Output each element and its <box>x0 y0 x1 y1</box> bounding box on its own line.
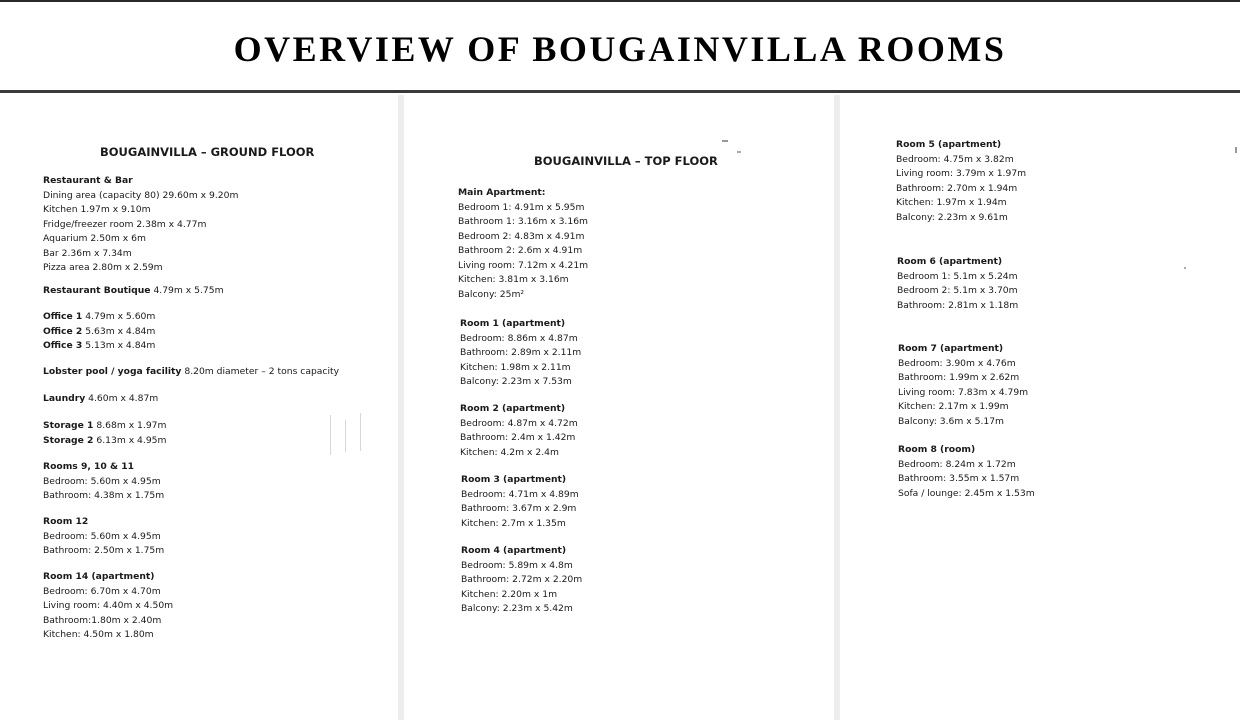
dimension-line: Kitchen: 1.97m x 1.94m <box>896 197 1007 208</box>
laundry-section <box>43 392 158 407</box>
top-floor-page <box>404 95 834 720</box>
dimension-line: Bedroom: 4.87m x 4.72m <box>460 417 578 429</box>
rooms-9-10-11-section <box>43 460 164 504</box>
dimension-line: Balcony: 3.6m x 5.17m <box>898 415 1005 427</box>
section-heading: Room 2 (apartment) <box>460 403 566 414</box>
dimension-line: Balcony: 2.23m x 5.42m <box>461 603 573 614</box>
scan-mark <box>1235 147 1237 153</box>
dimension-line: Bathroom:1.80m x 2.40m <box>43 614 162 626</box>
dimension-line: Kitchen: 2.20m x 1m <box>461 588 558 600</box>
scan-mark <box>737 151 741 153</box>
dimension-line: Bathroom: 3.55m x 1.57m <box>898 473 1020 484</box>
lobster-pool-section <box>43 365 339 380</box>
scan-mark <box>360 413 361 451</box>
dimension-line: Bedroom 1: 4.91m x 5.95m <box>458 201 585 213</box>
dimension-line: Balcony: 2.23m x 7.53m <box>460 376 572 387</box>
dimension-line: Kitchen: 4.2m x 2.4m <box>460 446 559 458</box>
dimension-line: Kitchen: 3.81m x 3.16m <box>458 274 569 285</box>
dimension-line: Bedroom: 3.90m x 4.76m <box>898 357 1016 369</box>
section-heading: Rooms 9, 10 & 11 <box>43 461 135 472</box>
office-label: Office 3 <box>43 340 83 351</box>
room-14-section <box>43 570 173 643</box>
dimension-line: Kitchen: 2.7m x 1.35m <box>461 517 566 529</box>
room-2-section <box>460 402 578 460</box>
room-4-section <box>461 544 582 617</box>
dimension-line: Bathroom 2: 2.6m x 4.91m <box>458 245 583 256</box>
dimension-line: Bathroom: 1.99m x 2.62m <box>898 372 1020 383</box>
top-floor-title: BOUGAINVILLA – TOP FLOOR <box>534 154 718 168</box>
storage-label: Storage 2 <box>43 434 94 446</box>
dimension-line: Balcony: 2.23m x 9.61m <box>896 211 1008 223</box>
scan-mark <box>1184 267 1186 269</box>
dimension-line: Kitchen: 2.17m x 1.99m <box>898 401 1009 412</box>
scan-mark <box>330 415 331 455</box>
room-8-section <box>898 443 1035 501</box>
dimension-line: Living room: 4.40m x 4.50m <box>43 600 174 611</box>
dimension-line: Living room: 7.12m x 4.21m <box>458 259 589 271</box>
room-6-section <box>897 255 1018 313</box>
dimension-line: Bathroom: 2.70m x 1.94m <box>896 182 1018 194</box>
dimension-line: Kitchen 1.97m x 9.10m <box>43 204 151 215</box>
section-heading: Room 7 (apartment) <box>898 343 1004 354</box>
scan-mark <box>345 420 346 452</box>
dimension-line: Bathroom: 2.72m x 2.20m <box>461 574 583 585</box>
dimension-line: Living room: 3.79m x 1.97m <box>896 168 1027 179</box>
boutique-section <box>43 284 224 299</box>
dimension-value: 8.68m x 1.97m <box>96 420 167 431</box>
dimension-line: Bedroom: 4.71m x 4.89m <box>461 488 579 500</box>
section-heading: Room 1 (apartment) <box>460 318 566 329</box>
dimension-line: Balcony: 25m² <box>458 288 525 300</box>
dimension-line: Living room: 7.83m x 4.79m <box>898 386 1029 398</box>
top-floor-continued-page <box>840 95 1240 720</box>
dimension-line: Bathroom: 2.81m x 1.18m <box>897 299 1019 311</box>
dimension-line: Bedroom: 8.86m x 4.87m <box>460 332 578 344</box>
dimension-line: Kitchen: 1.98m x 2.11m <box>460 361 571 373</box>
dimension-line: Bathroom: 2.89m x 2.11m <box>460 347 582 358</box>
dimension-line: Aquarium 2.50m x 6m <box>43 233 146 244</box>
section-heading: Room 12 <box>43 516 89 527</box>
dimension-value: 4.79m x 5.75m <box>153 285 224 296</box>
dimension-line: Bathroom: 4.38m x 1.75m <box>43 490 165 501</box>
dimension-line: Bathroom: 2.50m x 1.75m <box>43 545 165 556</box>
dimension-line: Bedroom 2: 5.1m x 3.70m <box>897 285 1018 296</box>
storage-label: Storage 1 <box>43 420 94 431</box>
scan-mark <box>722 140 728 142</box>
dimension-line: Bathroom 1: 3.16m x 3.16m <box>458 216 588 227</box>
dimension-line: Kitchen: 4.50m x 1.80m <box>43 629 154 640</box>
office-label: Office 2 <box>43 325 83 337</box>
main-apartment-section <box>458 186 588 302</box>
page-title: OVERVIEW OF BOUGAINVILLA ROOMS <box>233 29 1007 69</box>
dimension-line: Fridge/freezer room 2.38m x 4.77m <box>43 218 207 230</box>
section-heading: Laundry <box>43 393 86 404</box>
dimension-line: Dining area (capacity 80) 29.60m x 9.20m <box>43 189 239 201</box>
dimension-line: Bedroom 2: 4.83m x 4.91m <box>458 230 585 242</box>
dimension-value: 5.13m x 4.84m <box>85 340 156 351</box>
dimension-line: Bedroom: 5.89m x 4.8m <box>461 559 573 571</box>
section-heading: Room 6 (apartment) <box>897 256 1003 267</box>
section-heading: Room 8 (room) <box>898 444 976 455</box>
section-heading: Room 4 (apartment) <box>461 545 567 556</box>
dimension-line: Bedroom: 5.60m x 4.95m <box>43 475 161 487</box>
dimension-value: 6.13m x 4.95m <box>96 434 167 446</box>
section-heading: Restaurant Boutique <box>43 285 151 296</box>
dimension-value: 4.79m x 5.60m <box>85 311 156 322</box>
dimension-line: Bathroom: 2.4m x 1.42m <box>460 432 576 443</box>
offices-section <box>43 310 155 354</box>
room-1-section <box>460 317 581 390</box>
dimension-line: Bedroom: 8.24m x 1.72m <box>898 458 1016 470</box>
ground-floor-page <box>0 95 398 720</box>
dimension-value: 4.60m x 4.87m <box>88 393 159 404</box>
title-banner <box>0 0 1240 93</box>
room-5-section <box>896 138 1026 225</box>
section-heading: Room 3 (apartment) <box>461 474 567 485</box>
dimension-line: Bedroom: 4.75m x 3.82m <box>896 153 1014 165</box>
section-heading: Room 5 (apartment) <box>896 139 1002 150</box>
dimension-line: Pizza area 2.80m x 2.59m <box>43 262 163 273</box>
room-7-section <box>898 342 1028 429</box>
storage-section <box>43 419 166 448</box>
dimension-line: Bedroom 1: 5.1m x 5.24m <box>897 270 1018 282</box>
dimension-line: Bar 2.36m x 7.34m <box>43 247 132 259</box>
dimension-line: Sofa / lounge: 2.45m x 1.53m <box>898 487 1035 499</box>
section-heading: Main Apartment: <box>458 187 546 198</box>
office-label: Office 1 <box>43 311 83 322</box>
section-heading: Room 14 (apartment) <box>43 571 155 582</box>
dimension-line: Bedroom: 5.60m x 4.95m <box>43 530 161 542</box>
section-heading: Lobster pool / yoga facility <box>43 366 182 377</box>
dimension-value: 5.63m x 4.84m <box>85 325 156 337</box>
dimension-line: Bathroom: 3.67m x 2.9m <box>461 503 577 514</box>
restaurant-bar-section <box>43 174 238 276</box>
section-heading: Restaurant & Bar <box>43 175 133 186</box>
dimension-line: Bedroom: 6.70m x 4.70m <box>43 585 161 597</box>
dimension-value: 8.20m diameter – 2 tons capacity <box>184 366 340 377</box>
room-3-section <box>461 473 579 531</box>
room-12-section <box>43 515 164 559</box>
ground-floor-title: BOUGAINVILLA – GROUND FLOOR <box>100 145 315 159</box>
